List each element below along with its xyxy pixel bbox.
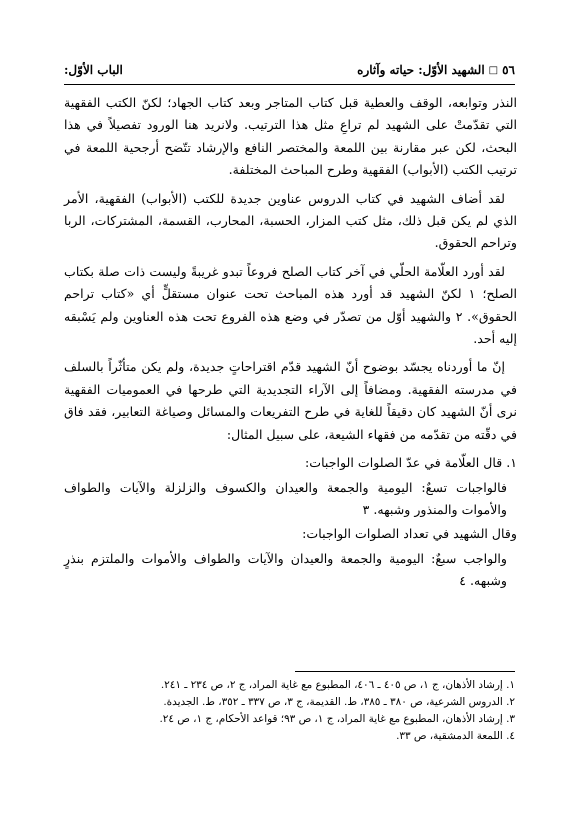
footnote: ٢. الدروس الشرعية، ص ٣٨٠ ـ ٣٨٥، ط. القديمة، ج ٣، ص ٣٣٧ ـ ٣٥٢، ط. الجديدة. <box>163 696 515 708</box>
example-1-quote: فالواجبات تسعٌ: اليومية والجمعة والعيدان والكسوف والزلزلة والآيات والطواف والأموات والمنذور وشبهه. ٣ <box>64 479 507 517</box>
header-right <box>357 63 515 77</box>
paragraph: لقد أورد العلّامة الحلّي في آخر كتاب الصلح فروعاً تبدو غريبةً وليست ذات صلة بكتاب الصلح؛ ١ لكنّ الشهيد قد أورد هذه المباحث تحت عنوان مستقلٍّ أي «كتاب تراحم الحقوق». ٢ والشهيد أوّل من تصدّر في وضع هذه الفروع تحت هذه العناوين ولم يَسْبقه إليه أحد. <box>64 263 517 347</box>
main-text <box>64 92 517 595</box>
page-number: ٥٦ <box>502 63 515 77</box>
footnote-rule <box>295 671 515 672</box>
paragraph: إنّ ما أوردناه يجسّد بوضوح أنّ الشهيد قدّم اقتراحاتٍ جديدة، ولم يكن متأثّراً بالسلف في مدرسته الفقهية. ومضافاً إلى الآراء التجديدية التي طرحها في العموميات الفقهية نرى أنّ الشهيد كان دقيقاً للغاية في طرح التفريعات والمسائل وصياغة التعابير، فقد فاق في دقّته من تقدّمه من فقهاء الشيعة، على سبيل المثال: <box>64 359 517 442</box>
footnote: ٣. إرشاد الأذهان، المطبوع مع غاية المراد، ج ١، ص ٩٣؛ قواعد الأحكام، ج ١، ص ٢٤. <box>159 713 515 725</box>
header-separator: □ <box>488 64 499 76</box>
example-1-label: ١. قال العلّامة في عدّ الصلوات الواجبات: <box>304 455 517 471</box>
footnote: ١. إرشاد الأذهان، ج ١، ص ٤٠٥ ـ ٤٠٦، المطبوع مع غاية المراد، ج ٢، ص ٢٣٤ ـ ٢٤١. <box>160 679 515 691</box>
example-2-label: وقال الشهيد في تعداد الصلوات الواجبات: <box>302 526 517 542</box>
paragraph: النذر وتوابعه، الوقف والعطية قبل كتاب المتاجر وبعد كتاب الجهاد؛ لكنّ الكتب الفقهية التي تقدّمتْ على الشهيد لم تراعِ مثل هذا الترتيب. ولانريد هنا الورود تفصيلاً في هذا البحث، لكن عبر مقارنة بين اللمعة والمختصر النافع والإرشاد تتّضح أرجحية اللمعة في ترتيب الكتب (الأبواب) الفقهية وطرح المباحث المختلفة. <box>64 95 517 178</box>
footnote: ٤. اللمعة الدمشقية، ص ٣٣. <box>396 730 515 742</box>
footnotes <box>64 677 515 745</box>
paragraph: لقد أضاف الشهيد في كتاب الدروس عناوين جديدة للكتب (الأبواب) الفقهية، الأمر الذي لم يكن قبل ذلك، مثل كتب المزار، الحسبة، المحارب، القسمة، المشتركات، الربا وتراحم الحقوق. <box>64 190 517 251</box>
example-2-quote: والواجب سبعٌ: اليومية والجمعة والعيدان والآيات والطواف والأموات والملتزم بنذرٍ وشبهه. ٤ <box>64 550 507 589</box>
header-rule <box>64 84 515 85</box>
chapter-title: الباب الأوّل: <box>64 63 123 77</box>
book-title: الشهيد الأوّل: حياته وآثاره <box>357 63 485 77</box>
running-header <box>64 60 515 80</box>
